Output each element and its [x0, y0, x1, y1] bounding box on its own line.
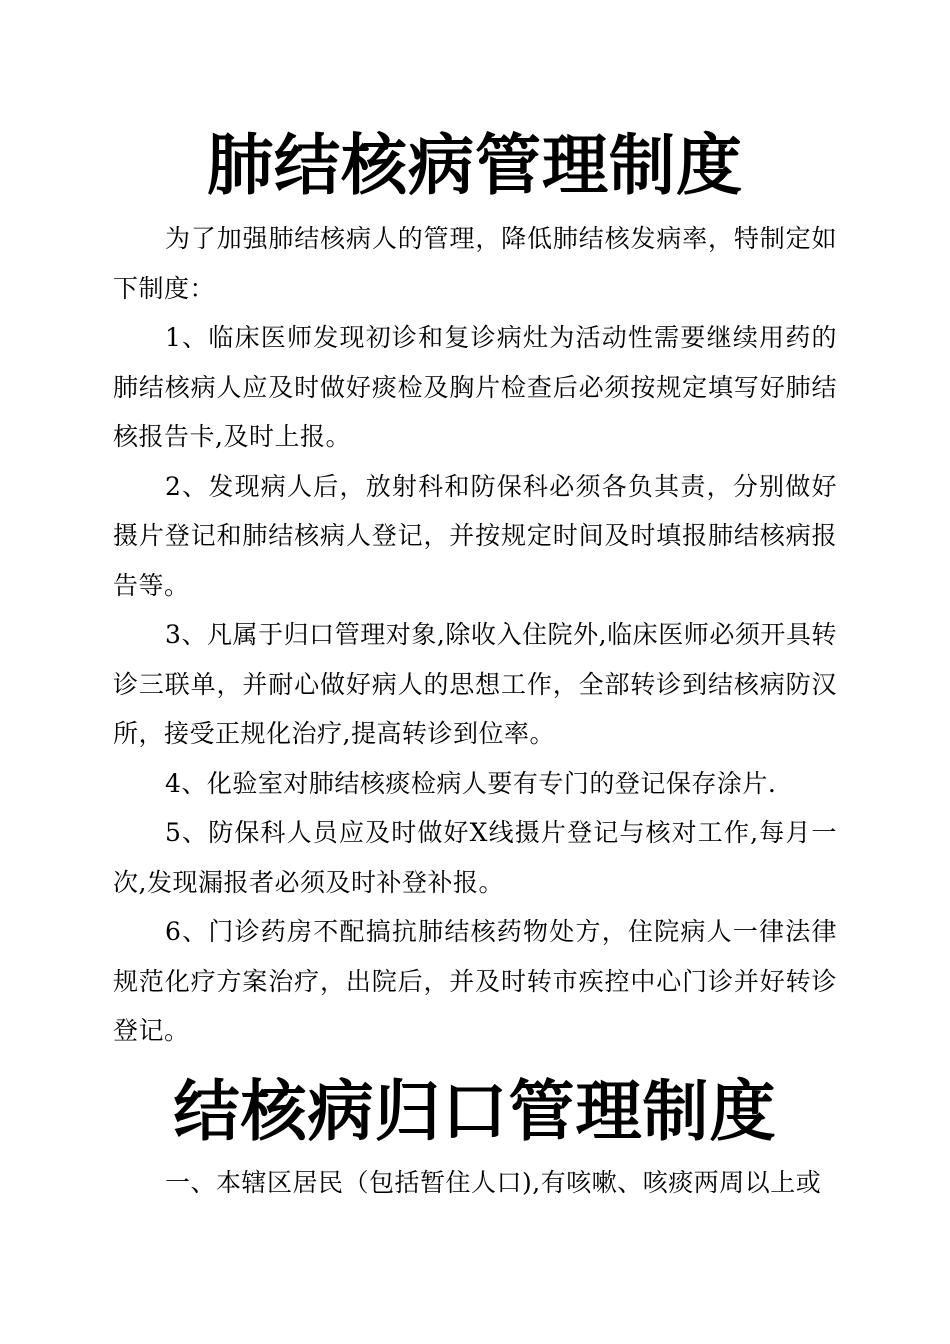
rule-paragraph-4: 4、化验室对肺结核痰检病人要有专门的登记保存涂片.: [165, 768, 777, 798]
rule-paragraph-2: 2、发现病人后，放射科和防保科必须各负其责，分别做好摄片登记和肺结核病人登记，并按规定时间及时填报肺结核病报告等。: [113, 471, 837, 600]
intro-paragraph: 为了加强肺结核病人的管理，降低肺结核发病率，特制定如下制度：: [113, 224, 837, 303]
section-2-paragraph-1: 一、本辖区居民（包括暂住人口),有咳嗽、咳痰两周以上或: [165, 1168, 822, 1197]
rule-paragraph-5: 5、防保科人员应及时做好X线摄片登记与核对工作,每月一次,发现漏报者必须及时补登补报。: [113, 818, 837, 897]
section-1-body: [113, 214, 837, 1056]
document-title-tuberculosis-management: 肺结核病管理制度: [207, 127, 743, 204]
rule-paragraph-1: 1、临床医师发现初诊和复诊病灶为活动性需要继续用药的肺结核病人应及时做好痰检及胸片检查后必须按规定填写好肺结核报告卡,及时上报。: [113, 323, 837, 451]
document-title-referral-management: 结核病归口管理制度: [173, 1073, 777, 1150]
section-2-body: [113, 1158, 837, 1208]
rule-paragraph-6: 6、门诊药房不配搞抗肺结核药物处方，住院病人一律法律规范化疗方案治疗，出院后，并及时转市疾控中心门诊并好转诊登记。: [113, 917, 837, 1045]
rule-paragraph-3: 3、凡属于归口管理对象,除收入住院外,临床医师必须开具转诊三联单，并耐心做好病人的思想工作，全部转诊到结核病防汉所，接受正规化治疗,提高转诊到位率。: [113, 620, 837, 748]
